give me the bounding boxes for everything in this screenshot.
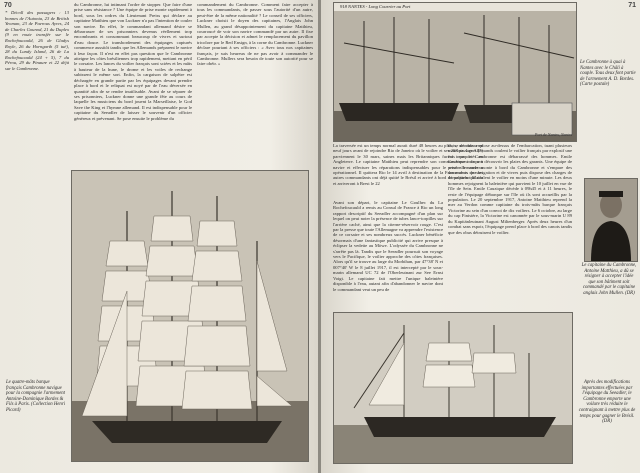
ship-photo-caption: Le quatre-mâts barque français Cambronne navigue pour la compagnie l'armement Antoine-Dominique Bordes & Fils à Paris. (Collection Henri Picard)	[6, 380, 66, 413]
body-column-2: commandement du Cambronne. Comment faire accepter à tous les commandants, de passer sous l'autorité d'un autre, peut-être de la même nationalité ? Le conseil de ses officiers, Luckner choisit le doyen des capitaines, l'Anglais John Mullen, au grand désappointement du capitaine Matthieu, courroucé de voir son navire commandé par un autre. Il fixe par accepte la décision et admet le remplacement du pavillon tricolore par le Red Ensign, à la corne du Cambronne. Luckner déclare pourtant à ses officiers : « Avec tous nos capitaines français, je suis heureux de ne pas avoir à commander le Cambronne. Mullers sera besoin de toute son autorité pour se faire obéir. »	[197, 2, 313, 67]
port-photo-header: 918 NANTES - Long Courrier au Port	[334, 3, 576, 11]
page-number-left: 70	[4, 2, 12, 9]
right-body-column-2: flots, un obus explose au-dessus de l'embarcation, tuant plusieurs matelots. Les Allemands coulent le voilier français par explosif une fois que le Cambronne est débarrassé des hommes. Emile Cauzique occupe à découvrir les plaies des garants. Une équipe de prise allemande monte à bord du Cambronne et s'empare des documents de navigation et de vivres puis dispose des charges de démolition qui coulent le voilier en moins d'une minute. Les deux hommes rejoignent la baleinière qui parvient le 10 juillet en vue de l'île de Sein. Emile Cauzique décède à 09h45 et à 11 heures, le reste de l'équipage débarque sur l'île où ils sont accueillis par la population. Le 20 septembre 1917, Antoine Matthieu reprend la mer au Verdon comme capitaine du trois-mâts barque français Victorine au sein d'un convoi de dix voiliers. Le 6 octobre, au large du cap Finistère, la Victorine est canonnée par le sous-marin U 89 du Kapitänleutnant August Miltenberger. Après deux heures d'un combat sans espoir, l'équipage prend place à bord des canots tandis que des obus détruisent le voilier.	[448, 143, 572, 235]
left-page	[0, 0, 318, 473]
captain-portrait-caption: Le capitaine du Cambronne, Antoine Matthieu, a dû se résigner à accepter l'idée que son bâtiment soit commandé par le capitaine anglais John Mullen. (DR)	[581, 263, 637, 296]
port-photo-nantes	[333, 2, 577, 142]
port-ships-illustration	[334, 3, 576, 141]
reduced-sail-caption: Après des modifications importantes effectuées par l'équipage du Seeadler, le Cambronne emporte une voilure très réduite le contraignant à mettre plus de temps pour gagner le Brésil. (DR)	[578, 380, 636, 425]
captain-portrait-illustration	[585, 179, 637, 261]
right-body-column-1: Avant son départ, le capitaine Le Goulhec du La Rochefoucauld a remis au Consul de France à Rio un long rapport descriptif du Seeadler accompagné d'un plan sur lequel on peut noter la présence de tubes lance-torpilles sur l'arrière caché, ainsi que la citerne-réservoir rouge. C'est par la presse que toute l'Allemagne va apprendre l'existence de ce corsaire et ses nombreux succès. Luckner bénéficie désormais d'une fantastique publicité qui arrive presque à éclipser la vedette au Möwe. L'odyssée du Cambronne ne s'arrête pas là. Tandis que le Seeadler poursuit son voyage vers le Pacifique, le voilier approche des côtes françaises. Alors qu'il se trouve au large du Morbihan, par 47°38' N et 007°40' W le 8 juillet 1917, il est intercepté par le sous-marin allemand UC 72 de l'Oberleutnant zur See Ernst Voigt. Le capitaine fait mettre l'unique baleinière disponible à l'eau, autant afin d'abandonner le navire dont le commandant veut un peu de	[333, 200, 443, 292]
reduced-sail-ship-illustration	[334, 313, 572, 463]
page-number-right: 71	[628, 2, 636, 9]
ship-photo-cambronne	[71, 170, 309, 462]
captain-portrait-photo	[584, 178, 638, 262]
sailing-ship-illustration	[72, 171, 308, 461]
right-page	[321, 0, 640, 473]
sidebar-note: * Décoll des passagers : 13 bonnes de l'Autonia, 23 de British Yeoman, 23 de Paerous Ayres, 24 de Charles Gounod, 21 du Duplex (9 en route transfér sur le Rochefoucauld, 26 de Gladys Royle, 26 du Horngarth (5 tué), 28 du Lundy Island, 26 de La Rochefoucauld (24 + 5), 7 du Pérou, 29 du Pinaure et 22 déjà sur le Cambronne.	[5, 10, 69, 71]
body-column-1: du Cambronne, lui intimant l'ordre de stopper. Que faire d'une prise sans résistance ? Une équipe de prise monte rapidement à bord, sous les ordres du Lieutenant Preiss qui déclare au capitaine Matthieu que von Luckner n'a pas l'intention de couler son navire. En effet, le commandant allemand désire se débarrasser de ses prisonniers devenus réellement trop encombrants et consommant beaucoup de vivres et surtout d'eau douce. Le transbordement des équipages capturés commence aussitôt tandis que les Allemands préparent le navire à leur façon. Il n'est en effet pas question que le Cambronne atteigne les côtes brésiliennes trop rapidement, mettant en péril le corsaire. Les lances du voilier français sont sciées et les mâts à hauteur de la hune, le drome et les voiles de rechange subissent le même sort. Enfin, la cargaison de salpêtre est déchargée en grande partie par les équipages devant prendre place à bord et le reliquat est noyé par de l'eau déversée en quantité afin de se rendre inutilisable. Avant de se séparer de ses prisonniers, Luckner donne une grande fête au cours de laquelle les musiciens du bord jouent la Marseillaise, le God Save the King et l'hymne allemand. Il est indispensable pour le capitaine du Seeadler de laisser le souvenir d'un officier généreux et prévenant. Se pose ensuite le problème du	[74, 2, 192, 121]
right-top-column: La traversée est un temps normal aurait duré 48 heures au plus, se déroulera en neuf jours avant de rejoindre Rio de Janeiro où le voilier et ses 263 passagers (7) parviennent le 30 mars, saines mais les Britanniques furent transportés en Angleterre. Le capitaine Matthieu peut reprendre son commandement de son navire et effectuer les réparations indispensables pour le rendre à nouveau opérationnel. Il quittera Rio le 14 avril à destination de la France alors que les autres commandants ont déjà quitté le Brésil et arrivé à bord du paquebot Maifa et arriveront à Brest le 22	[333, 143, 483, 186]
port-photo-caption: Le Cambronne à quai à Nantes avec le Châli à couple. Tous deux font partie de l'armement A. D. Bordes. (Carte postale)	[580, 60, 636, 88]
port-photo-inset-label: Port de Nantes, Nantes	[534, 132, 572, 137]
ship-photo-reduced-sail	[333, 312, 573, 464]
